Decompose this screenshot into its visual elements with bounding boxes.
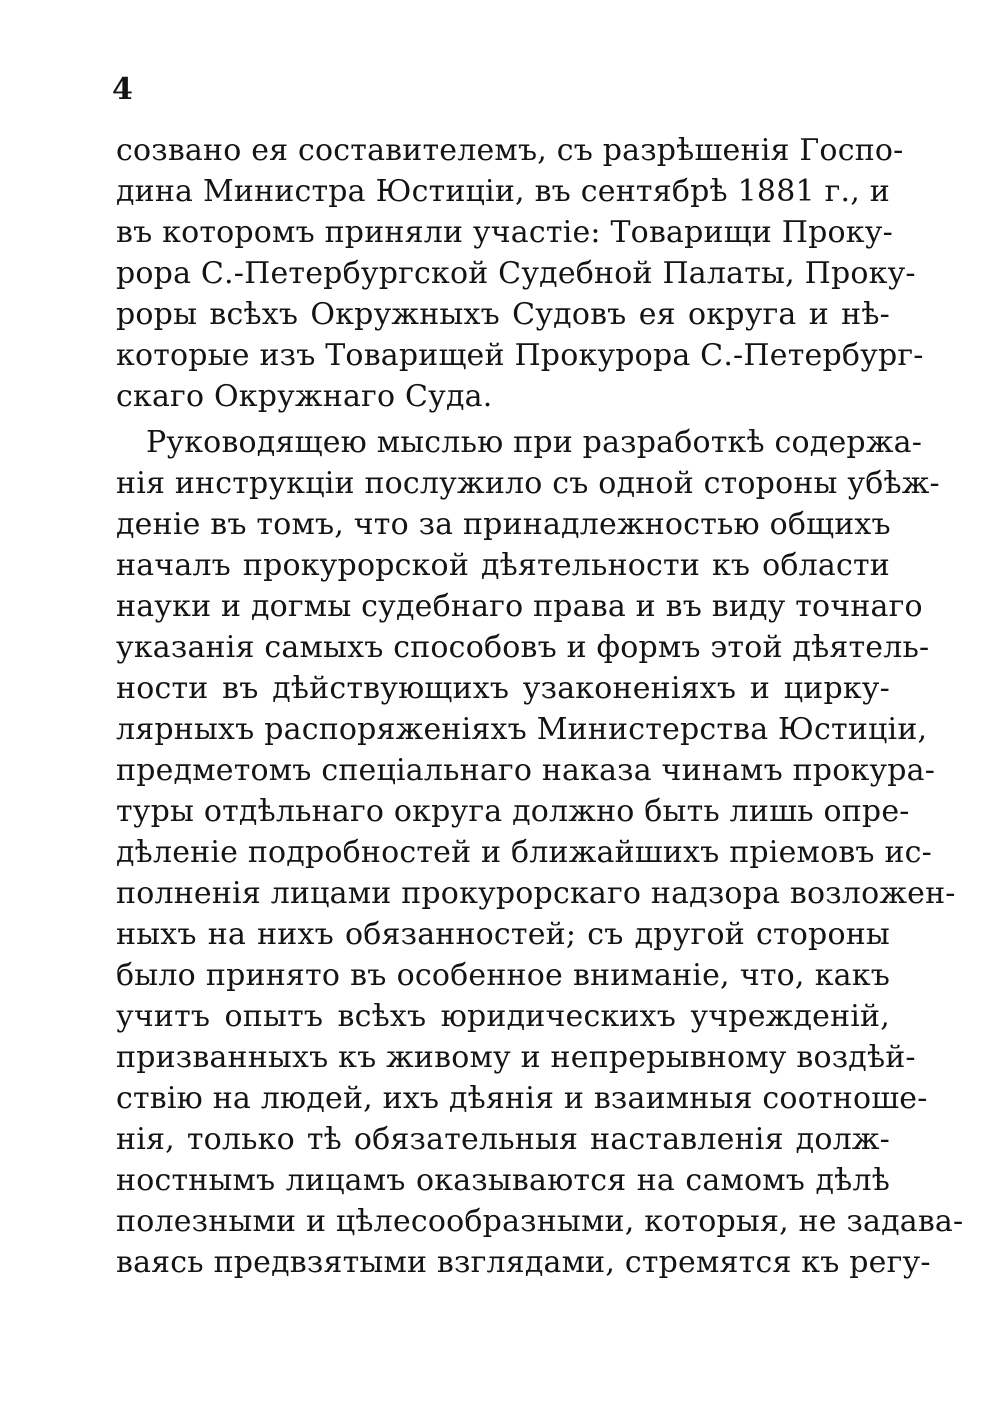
text-line: полненія лицами прокурорскаго надзора возложен- (116, 876, 956, 911)
text-line: дѣленіе подробностей и ближайшихъ пріемовъ ис- (116, 835, 932, 870)
text-line: дина Министра Юстиціи, въ сентябрѣ 1881 г., и (116, 174, 890, 209)
text-line: ныхъ на нихъ обязанностей; съ другой стороны (116, 917, 890, 952)
text-line: Руководящею мыслью при разработкѣ содержа- (146, 425, 923, 460)
text-line: нія инструкціи послужило съ одной стороны убѣж- (116, 466, 940, 501)
text-line: указанія самыхъ способовъ и формъ этой дѣятель- (116, 630, 930, 665)
text-line: ствію на людей, ихъ дѣянія и взаимныя соотноше- (116, 1081, 928, 1116)
text-line: было принято въ особенное вниманіе, что, какъ (116, 958, 890, 993)
text-line: роры всѣхъ Окружныхъ Судовъ ея округа и нѣ- (116, 297, 890, 332)
text-line: учитъ опытъ всѣхъ юридическихъ учрежденій, (116, 999, 890, 1034)
text-line: полезными и цѣлесообразными, которыя, не задава- (116, 1204, 964, 1239)
text-line: предметомъ спеціальнаго наказа чинамъ прокура- (116, 753, 936, 788)
text-line: которые изъ Товарищей Прокурора С.-Петербург- (116, 338, 924, 373)
text-line: нія, только тѣ обязательныя наставленія долж- (116, 1122, 890, 1157)
text-line: рора С.-Петербургской Судебной Палаты, Проку- (116, 256, 916, 291)
text-line: лярныхъ распоряженіяхъ Министерства Юстиціи, (116, 712, 928, 747)
text-line: въ которомъ приняли участіе: Товарищи Проку- (116, 215, 893, 250)
text-line: ностнымъ лицамъ оказываются на самомъ дѣлѣ (116, 1163, 890, 1198)
text-line: туры отдѣльнаго округа должно быть лишь опре- (116, 794, 910, 829)
text-line: науки и догмы судебнаго права и въ виду точнаго (116, 589, 923, 624)
text-line: ваясь предвзятыми взглядами, стремятся къ регу- (116, 1245, 931, 1280)
text-line: призванныхъ къ живому и непрерывному воздѣй- (116, 1040, 916, 1075)
text-line: началъ прокурорской дѣятельности къ области (116, 548, 890, 583)
body-text (116, 130, 964, 1283)
text-line: деніе въ томъ, что за принадлежностью общихъ (116, 507, 891, 542)
text-line: ности въ дѣйствующихъ узаконеніяхъ и цирку- (116, 671, 890, 706)
text-line: созвано ея составителемъ, съ разрѣшенія Госпо- (116, 133, 904, 168)
paragraph-2 (116, 422, 964, 1283)
page-number: 4 (112, 72, 133, 107)
text-line: скаго Окружнаго Суда. (116, 379, 493, 414)
paragraph-1 (116, 130, 924, 417)
